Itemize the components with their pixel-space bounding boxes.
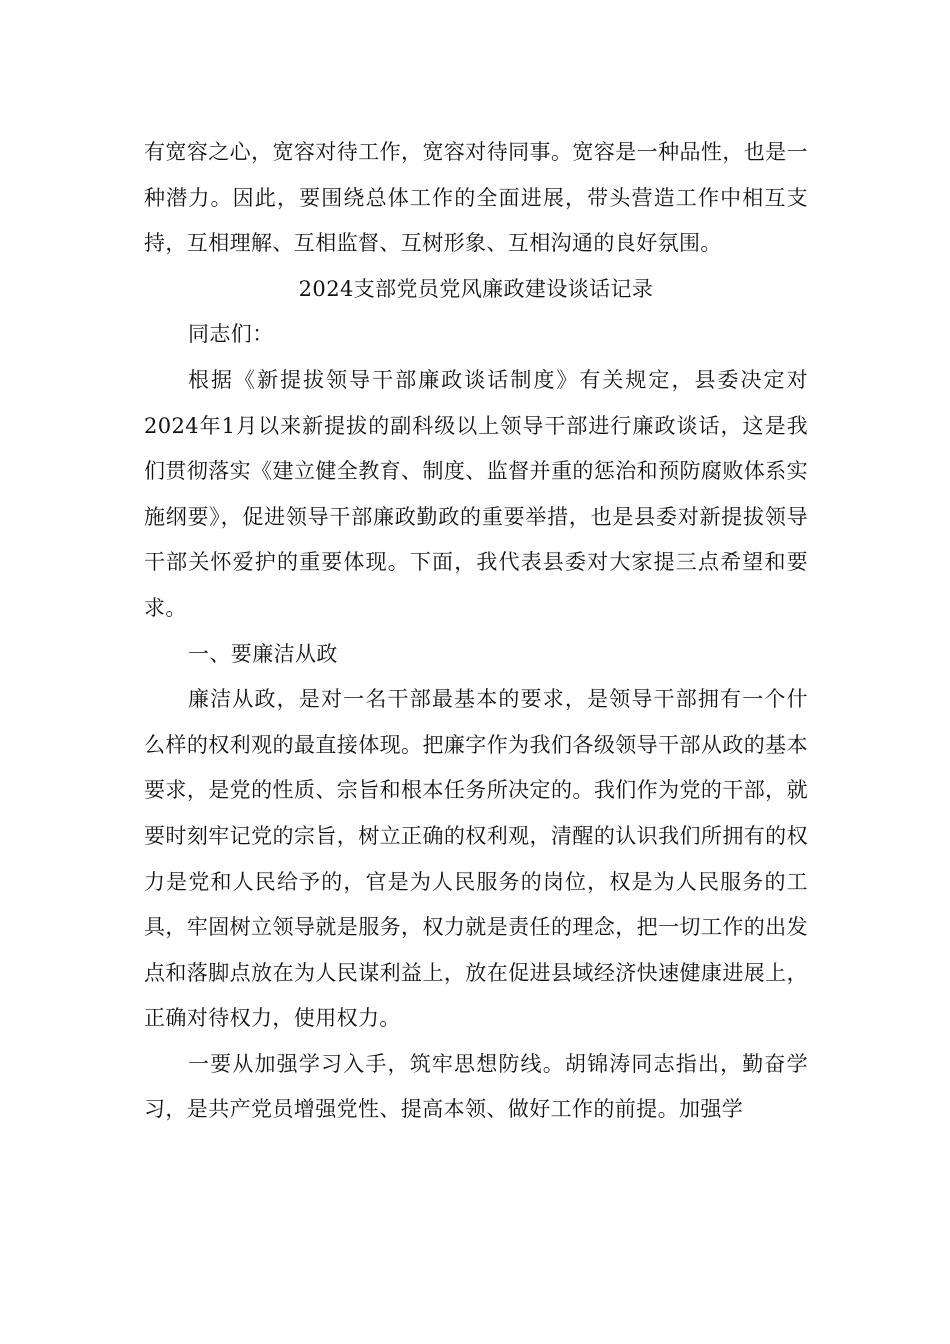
paragraph-intro: 根据《新提拔领导干部廉政谈话制度》有关规定，县委决定对2024年1月以来新提拔的副科级以上领导干部进行廉政谈话，这是我们贯彻落实《建立健全教育、制度、监督并重的惩治和预防腐败体系实施纲要》，促进领导干部廉政勤政的重要举措，也是县委对新提拔领导干部关怀爱护的重要体现。下面，我代表县委对大家提三点希望和要求。	[144, 367, 808, 620]
greeting: 同志们：	[188, 322, 274, 347]
document-title: 2024支部党员党风廉政建设谈话记录	[298, 276, 654, 301]
paragraph-continuation: 有宽容之心，宽容对待工作，宽容对待同事。宽容是一种品性，也是一种潜力。因此，要围绕总体工作的全面进展，带头营造工作中相互支持，互相理解、互相监督、互树形象、互相沟通的良好氛围。	[144, 140, 808, 256]
paragraph-study: 一要从加强学习入手，筑牢思想防线。胡锦涛同志指出，勤奋学习，是共产党员增强党性、提高本领、做好工作的前提。加强学	[144, 1051, 808, 1122]
document-body	[144, 130, 808, 1133]
paragraph-clean-governance: 廉洁从政，是对一名干部最基本的要求，是领导干部拥有一个什么样的权利观的最直接体现。把廉字作为我们各级领导干部从政的基本要求，是党的性质、宗旨和根本任务所决定的。我们作为党的干部，就要时刻牢记党的宗旨，树立正确的权利观，清醒的认识我们所拥有的权力是党和人民给予的，官是为人民服务的岗位，权是为人民服务的工具，牢固树立领导就是服务，权力就是责任的理念，把一切工作的出发点和落脚点放在为人民谋利益上，放在促进县域经济快速健康进展上，正确对待权力，使用权力。	[144, 687, 808, 1031]
section-heading-1: 一、要廉洁从政	[188, 641, 338, 666]
